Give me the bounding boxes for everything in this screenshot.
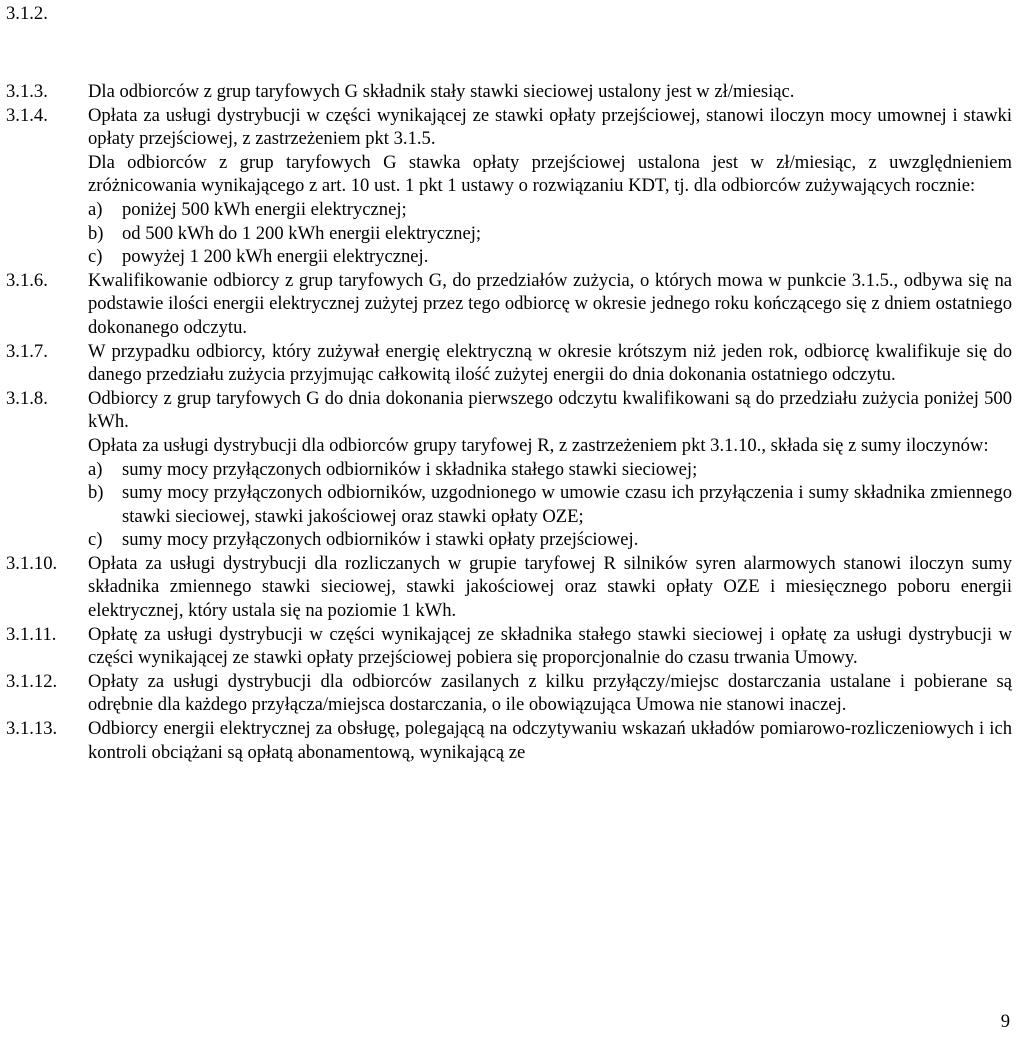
tariff-r-list [88,458,1012,552]
consumption-list [88,198,1012,269]
list-item-text: poniżej 500 kWh energii elektrycznej; [122,198,407,220]
paragraph-text: Opłata za usługi dystrybucji w części wynikającej ze stawki opłaty przejściowej, stanowi iloczyn mocy umownej i stawki opłaty przejściowej, z zastrzeżeniem pkt 3.1.5. [88,104,1012,150]
paragraph-number: 3.1.7. [6,340,48,362]
paragraph-text: Kwalifikowanie odbiorcy z grup taryfowych G, do przedziałów zużycia, o których mowa w punkcie 3.1.5., odbywa się na podstawie ilości energii elektrycznej zużytej przez tego odbiorcę w okresie jednego roku kończącego się z dniem ostatniego dokonanego odczytu. [88,269,1012,338]
paragraph-text: W przypadku odbiorcy, który zużywał energię elektryczną w okresie krótszym niż jeden rok, odbiorcę kwalifikuje się do danego przedziału zużycia przyjmując całkowitą ilość zużytej energii do dnia dokonania ostatniego odczytu. [88,340,1012,386]
document-body [6,80,1012,764]
paragraph-3-1-13 [6,717,1012,764]
list-item-letter: b) [88,482,104,504]
paragraph-3-1-11 [6,623,1012,670]
paragraph-text: Opłatę za usługi dystrybucji w części wynikającej ze składnika stałego stawki sieciowej i opłatę za usługi dystrybucji w części wynikającej ze stawki opłaty przejściowej pobiera się proporcjonalnie do czasu trwania Umowy. [88,623,1012,669]
list-item-letter: a) [88,198,103,220]
paragraph-3-1-10 [6,552,1012,623]
list-item-letter: c) [88,246,103,268]
paragraph-3-1-12 [6,670,1012,717]
paragraph-text: Opłata za usługi dystrybucji dla rozliczanych w grupie taryfowej R silników syren alarmowych stanowi iloczyn sumy składnika zmiennego stawki sieciowej, stawki jakościowej oraz stawki opłaty OZE i miesięcznego poboru energii elektrycznej, który ustala się na poziomie 1 kWh. [88,552,1012,622]
list-item [88,198,1012,222]
paragraph-text: Dla odbiorców z grup taryfowych G składnik stały stawki sieciowej ustalony jest w zł/miesiąc. [88,81,795,102]
list-item-text: sumy mocy przyłączonych odbiorników i składnika stałego stawki sieciowej; [122,458,698,480]
list-item-letter: a) [88,458,103,480]
page-number: 9 [1000,1011,1010,1032]
list-item [88,245,1012,269]
list-item-text: sumy mocy przyłączonych odbiorników i stawki opłaty przejściowej. [122,529,639,551]
section-number: 3.1.2. [6,3,48,24]
list-item [88,528,1012,552]
paragraph-3-1-8 [6,387,1012,434]
paragraph-number: 3.1.6. [6,269,48,291]
list-item [88,481,1012,528]
paragraph-text: Opłata za usługi dystrybucji dla odbiorców grupy taryfowej R, z zastrzeżeniem pkt 3.1.10., składa się z sumy iloczynów: [88,434,989,456]
list-item-text: powyżej 1 200 kWh energii elektrycznej. [122,246,429,268]
paragraph-text: Odbiorcy energii elektrycznej za obsługę, polegającą na odczytywaniu wskazań układów pomiarowo-rozliczeniowych i ich kontroli obciążani są opłatą abonamentową, wynikającą ze [88,718,1012,763]
paragraph-number: 3.1.12. [6,670,58,692]
paragraph-text: Odbiorcy z grup taryfowych G do dnia dokonania pierwszego odczytu kwalifikowani są do przedziału zużycia poniżej 500 kWh. [88,387,1012,433]
list-item-letter: b) [88,222,104,244]
list-item-text: sumy mocy przyłączonych odbiorników, uzgodnionego w umowie czasu ich przyłączenia i sumy składnika zmiennego stawki sieciowej, stawki jakościowej oraz stawki opłaty OZE; [122,482,1012,527]
list-item-text: od 500 kWh do 1 200 kWh energii elektrycznej; [122,222,482,244]
paragraph-number: 3.1.3. [6,81,48,102]
paragraph-text: Opłaty za usługi dystrybucji dla odbiorców zasilanych z kilku przyłączy/miejsc dostarczania ustalane i pobierane są odrębnie dla każdego przyłącza/miejsca dostarczania, o ile obowiązująca Umowa nie stanowi inaczej. [88,670,1012,716]
list-item-letter: c) [88,529,103,551]
paragraph-3-1-7 [6,340,1012,387]
list-item [88,222,1012,246]
paragraph-text: Dla odbiorców z grup taryfowych G stawka opłaty przejściowej ustalona jest w zł/miesiąc, z uwzględnieniem zróżnicowania wynikającego z art. 10 ust. 1 pkt 1 ustawy o rozwiązaniu KDT, tj. dla odbiorców zużywających rocznie: [88,151,1012,197]
paragraph-number: 3.1.13. [6,718,58,740]
paragraph-number: 3.1.11. [6,623,57,645]
paragraph-3-1-4 [6,104,1012,151]
list-item [88,458,1012,482]
paragraph-number: 3.1.8. [6,387,48,409]
paragraph-number: 3.1.4. [6,104,48,126]
paragraph-3-1-6 [6,269,1012,340]
paragraph-3-1-3 [6,80,1012,104]
paragraph-number: 3.1.10. [6,552,58,574]
